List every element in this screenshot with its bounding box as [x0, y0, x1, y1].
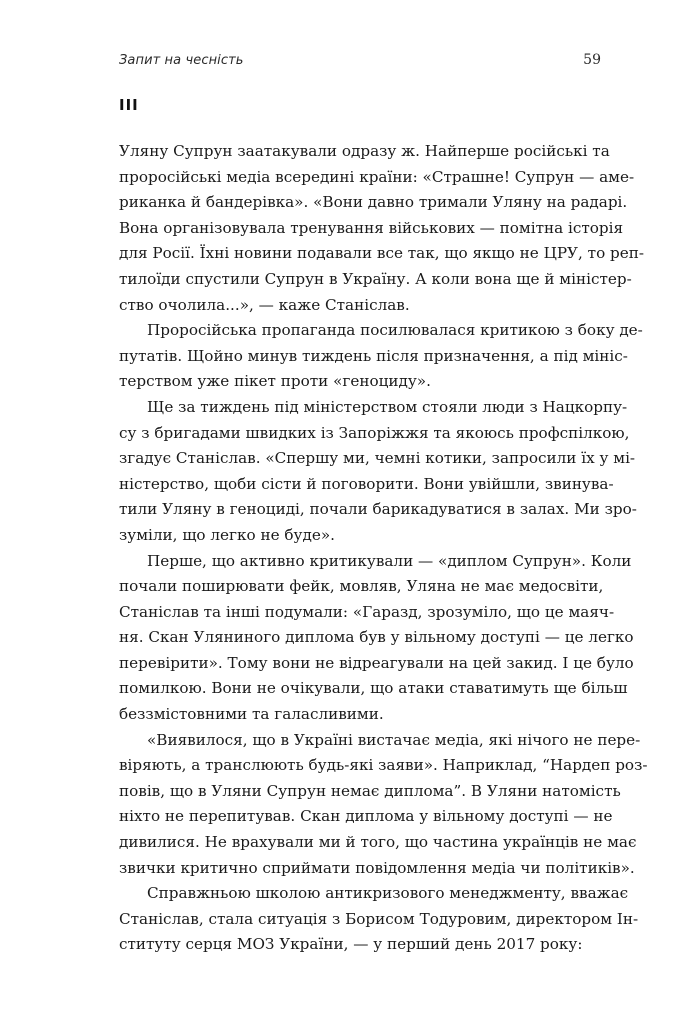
- text-line: терством уже пікет проти «геноциду».: [119, 372, 431, 391]
- paragraph: [119, 881, 639, 958]
- section-number: III: [119, 96, 139, 114]
- text-line: перевірити». Тому вони не відреагували на цей закид. І це було: [119, 653, 634, 672]
- text-line: «Виявилося, що в Україні вистачає медіа, які нічого не пере-: [147, 730, 641, 749]
- text-line: тилоїди спустили Супрун в Україну. А коли вона ще й міністер-: [119, 269, 632, 288]
- body-text: [119, 139, 648, 958]
- text-line: ня. Скан Уляниного диплома був у вільному доступі — це легко: [119, 628, 634, 647]
- text-line: Проросійська пропаганда посилювалася критикою з боку де-: [147, 321, 643, 340]
- text-line: Станіслав та інші подумали: «Гаразд, зрозуміло, що це маяч-: [119, 602, 615, 621]
- text-line: риканка й бандерівка». «Вони давно тримали Уляну на радарі.: [119, 193, 628, 212]
- text-line: Справжньою школою антикризового менеджменту, вважає: [147, 884, 629, 903]
- text-line: почали поширювати фейк, мовляв, Уляна не має медосвіти,: [119, 577, 604, 596]
- text-line: ство очолила...», — каже Станіслав.: [119, 295, 410, 314]
- text-line: повів, що в Уляни Супрун немає диплома”. В Уляни натомість: [119, 781, 621, 800]
- text-line: звички критично сприймати повідомлення медіа чи політиків».: [119, 858, 635, 877]
- text-line: дивилися. Не врахували ми й того, що частина українців не має: [119, 833, 637, 852]
- text-line: Вона організовувала тренування військових — помітна історія: [119, 218, 624, 237]
- text-line: віряють, а транслюють будь-які заяви». Наприклад, “Нардеп роз-: [119, 756, 648, 775]
- text-line: помилкою. Вони не очікували, що атаки ставатимуть ще більш: [119, 679, 628, 698]
- text-line: беззмістовними та галасливими.: [119, 705, 384, 724]
- text-line: для Росії. Їхні новини подавали все так, що якщо не ЦРУ, то реп-: [119, 244, 645, 263]
- text-line: згадує Станіслав. «Спершу ми, чемні котики, запросили їх у мі-: [119, 449, 636, 468]
- text-line: путатів. Щойно минув тиждень після призначення, а під мініс-: [119, 346, 628, 365]
- text-line: ніхто не перепитував. Скан диплома у вільному доступі — не: [119, 807, 613, 826]
- paragraph: [119, 139, 645, 318]
- paragraph: [119, 549, 634, 728]
- running-title: Запит на чесність: [119, 53, 244, 68]
- text-line: Уляну Супрун заатакували одразу ж. Найперше російські та: [119, 142, 610, 160]
- text-line: ністерство, щоби сісти й поговорити. Вони увійшли, звинува-: [119, 474, 614, 493]
- text-line: проросійські медіа всередині країни: «Страшне! Супрун — аме-: [119, 167, 635, 186]
- paragraph: [119, 728, 648, 882]
- paragraph: [119, 318, 643, 395]
- text-line: зуміли, що легко не буде».: [119, 525, 335, 544]
- text-line: Перше, що активно критикували — «диплом Супрун». Коли: [147, 551, 632, 570]
- text-line: Ще за тиждень під міністерством стояли люди з Нацкорпу-: [147, 397, 628, 416]
- text-line: тили Уляну в геноциді, почали барикадуватися в залах. Ми зро-: [119, 500, 637, 519]
- text-line: Станіслав, стала ситуація з Борисом Тодуровим, директором Ін-: [119, 909, 639, 928]
- text-line: су з бригадами швидких із Запоріжжя та якоюсь профспілкою,: [119, 423, 630, 442]
- paragraph: [119, 395, 637, 549]
- text-line: ституту серця МОЗ України, — у перший день 2017 року:: [119, 935, 583, 954]
- page-number: 59: [583, 52, 601, 68]
